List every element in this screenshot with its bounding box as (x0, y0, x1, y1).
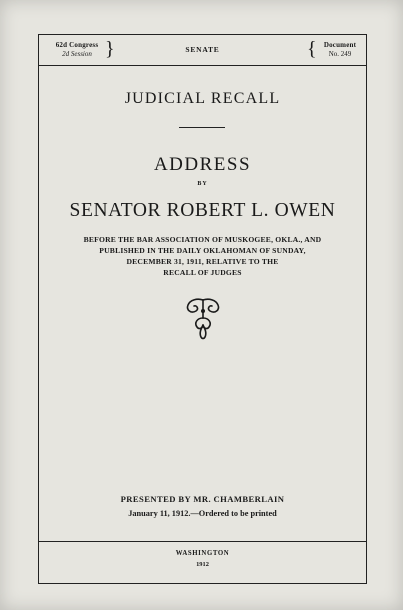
document-number: No. 249 (328, 50, 352, 58)
right-brace-icon: } (105, 38, 115, 60)
page-border-frame (38, 34, 367, 584)
left-brace-icon: { (307, 38, 317, 60)
author-name: SENATOR ROBERT L. OWEN (69, 200, 336, 221)
imprint-footer (39, 541, 366, 584)
address-heading: ADDRESS (153, 154, 252, 175)
presented-by-line: PRESENTED BY MR. CHAMBERLAIN (120, 494, 285, 504)
imprint-year: 1912 (196, 561, 209, 568)
chamber-label: SENATE (185, 45, 220, 54)
description-line: BEFORE THE BAR ASSOCIATION OF MUSKOGEE, OKLA., AND (83, 235, 322, 244)
session-label: 2d Session (62, 50, 92, 58)
title-divider (179, 127, 225, 128)
description-line: DECEMBER 31, 1911, RELATIVE TO THE (126, 257, 279, 266)
document-title: JUDICIAL RECALL (124, 90, 281, 107)
fleuron-ornament-icon (184, 296, 222, 340)
address-description (39, 234, 366, 278)
document-header (39, 35, 366, 66)
by-label: BY (197, 181, 208, 187)
imprint-city: WASHINGTON (175, 550, 230, 557)
order-line: January 11, 1912.—Ordered to be printed (128, 509, 277, 518)
document-number-block (315, 41, 365, 59)
document-label: Document (323, 41, 357, 49)
congress-label: 62d Congress (55, 41, 99, 49)
description-line: PUBLISHED IN THE DAILY OKLAHOMAN OF SUNDAY, (99, 246, 306, 255)
description-line: RECALL OF JUDGES (163, 268, 242, 277)
